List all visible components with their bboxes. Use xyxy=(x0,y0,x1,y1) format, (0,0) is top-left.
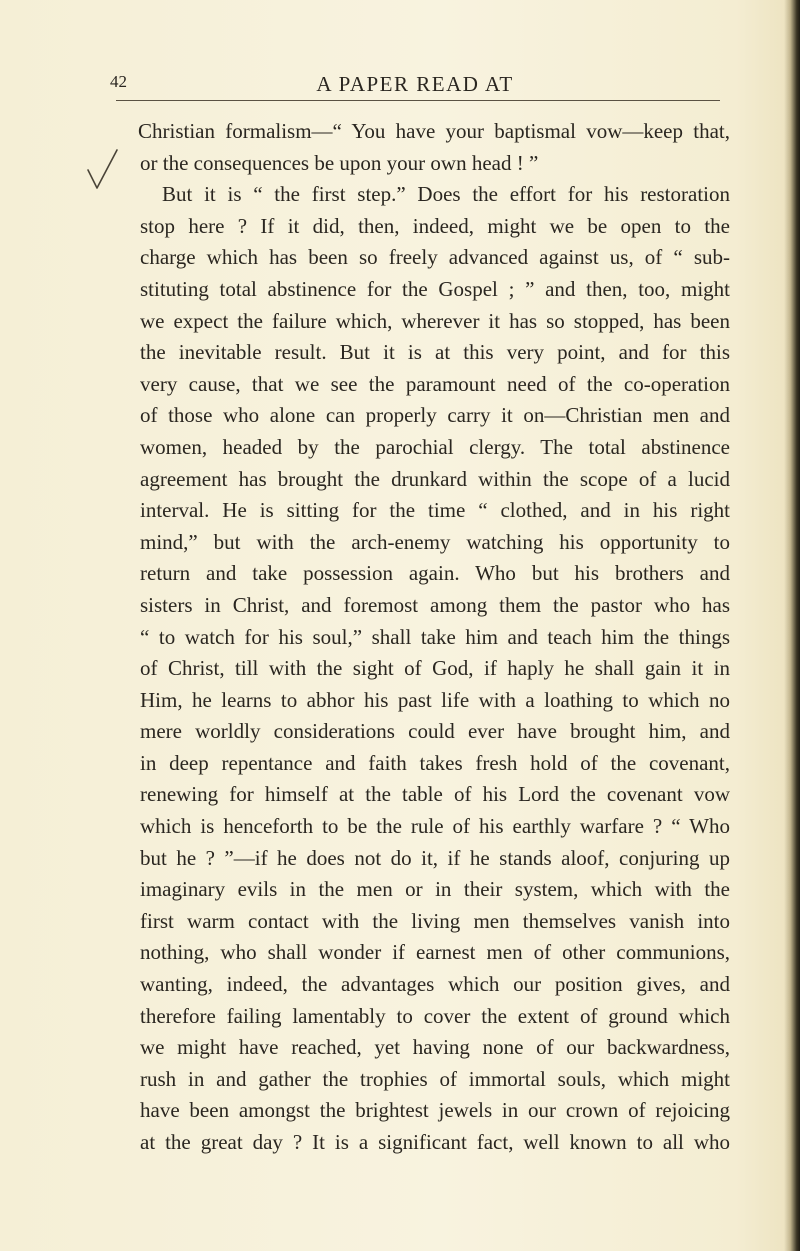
text-line-14: mind,” but with the arch-enemy watching his opportunity to xyxy=(140,529,730,554)
text-line-31: rush in and gather the trophies of immortal souls, which might xyxy=(140,1066,730,1091)
text-line-12: agreement has brought the drunkard within the scope of a lucid xyxy=(140,466,730,491)
text-line-30: we might have reached, yet having none of our backwardness, xyxy=(140,1035,730,1060)
text-line-18: of Christ, till with the sight of God, if haply he shall gain it in xyxy=(140,656,730,681)
text-line-23: which is henceforth to be the rule of his earthly warfare ? “ Who xyxy=(140,814,730,839)
text-line-25: imaginary evils in the men or in their system, which with the xyxy=(140,877,730,902)
text-line-15: return and take possession again. Who but his brothers and xyxy=(140,561,730,586)
text-line-2: or the consequences be upon your own head ! ” xyxy=(140,150,539,175)
text-line-28: wanting, indeed, the advantages which our position gives, and xyxy=(140,972,730,997)
text-line-32: have been amongst the brightest jewels in our crown of rejoicing xyxy=(140,1098,730,1123)
text-line-3: But it is “ the first step.” Does the effort for his restoration xyxy=(162,182,730,207)
body-text xyxy=(140,116,730,1159)
text-line-10: of those who alone can properly carry it on—Christian men and xyxy=(140,403,730,428)
text-line-20: mere worldly considerations could ever have brought him, and xyxy=(140,719,730,744)
text-line-5: charge which has been so freely advanced against us, of “ sub- xyxy=(140,245,730,270)
text-line-11: women, headed by the parochial clergy. The total abstinence xyxy=(140,434,730,459)
page-number: 42 xyxy=(110,72,127,91)
page-edge-shadow xyxy=(784,0,800,1251)
text-line-33: at the great day ? It is a significant fact, well known to all who xyxy=(140,1130,730,1154)
running-head xyxy=(110,72,720,102)
text-line-9: very cause, that we see the paramount need of the co-operation xyxy=(140,371,730,396)
running-title: A PAPER READ AT xyxy=(316,72,514,96)
text-line-21: in deep repentance and faith takes fresh hold of the covenant, xyxy=(140,750,730,775)
text-line-29: therefore failing lamentably to cover the extent of ground which xyxy=(140,1003,730,1028)
text-line-6: stituting total abstinence for the Gospel ; ” and then, too, might xyxy=(140,276,730,301)
header-rule xyxy=(116,100,720,101)
checkmark-icon xyxy=(86,148,120,192)
text-line-16: sisters in Christ, and foremost among them the pastor who has xyxy=(140,592,730,617)
text-line-7: we expect the failure which, wherever it has so stopped, has been xyxy=(140,308,730,333)
text-line-4: stop here ? If it did, then, indeed, might we be open to the xyxy=(140,213,730,238)
text-line-8: the inevitable result. But it is at this very point, and for this xyxy=(140,340,730,365)
text-line-24: but he ? ”—if he does not do it, if he stands aloof, conjuring up xyxy=(140,845,730,870)
text-line-17: “ to watch for his soul,” shall take him and teach him the things xyxy=(140,624,730,649)
text-line-26: first warm contact with the living men themselves vanish into xyxy=(140,908,730,933)
text-line-1: Christian formalism—“ You have your baptismal vow—keep that, xyxy=(138,119,730,143)
text-line-27: nothing, who shall wonder if earnest men of other communions, xyxy=(140,940,730,965)
text-line-22: renewing for himself at the table of his Lord the covenant vow xyxy=(140,782,730,807)
text-line-19: Him, he learns to abhor his past life with a loathing to which no xyxy=(140,687,730,712)
text-line-13: interval. He is sitting for the time “ clothed, and in his right xyxy=(140,498,730,523)
